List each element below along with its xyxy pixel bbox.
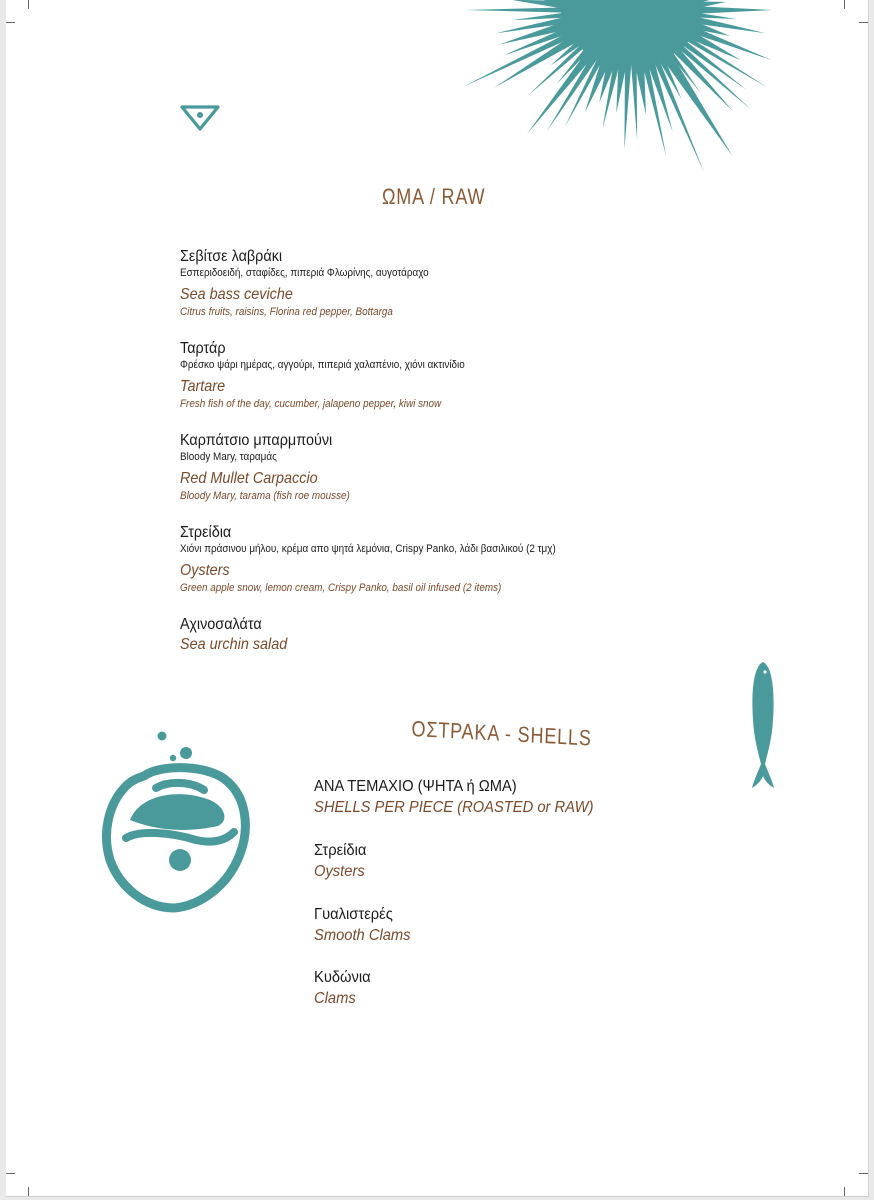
shell-greek-name: ΑΝΑ ΤΕΜΑΧΙΟ (ΨΗΤΑ ή ΩΜΑ) (314, 778, 517, 795)
item-greek-name: Στρείδια (180, 524, 232, 541)
shell-english-name: Oysters (314, 863, 365, 880)
item-english-description: Citrus fruits, raisins, Florina red pepper, Bottarga (180, 306, 393, 318)
menu-page (6, 0, 869, 1197)
item-english-name: Tartare (180, 378, 226, 395)
menu-item (180, 615, 740, 655)
shell-greek-name: Κυδώνια (314, 969, 371, 986)
crop-mark (859, 22, 868, 23)
shell-greek-name: Στρείδια (314, 842, 367, 859)
item-english-description: Green apple snow, lemon cream, Crispy Panko, basil oil infused (2 items) (180, 582, 502, 594)
item-greek-description: Bloody Mary, ταραμάς (180, 451, 277, 463)
crop-mark (6, 22, 15, 23)
item-english-description: Fresh fish of the day, cucumber, jalapeno pepper, kiwi snow (180, 398, 442, 410)
shell-item (314, 905, 419, 947)
shell-english-name: SHELLS PER PIECE (ROASTED or RAW) (314, 799, 594, 816)
item-greek-name: Σεβίτσε λαβράκι (180, 248, 283, 265)
oyster-shell-icon (100, 728, 260, 918)
crop-mark (844, 1187, 845, 1196)
item-greek-name: Αχινοσαλάτα (180, 616, 262, 633)
item-greek-description: Φρέσκο ψάρι ημέρας, αγγούρι, πιπεριά χαλαπένιο, χιόνι ακτινίδιο (180, 359, 465, 371)
section-title-shells: ΟΣΤΡΑΚΑ - SHELLS (411, 716, 593, 751)
item-english-description: Bloody Mary, tarama (fish roe mousse) (180, 490, 350, 502)
item-greek-description: Εσπεριδοειδή, σταφίδες, πιπεριά Φλωρίνης, αυγοτάραχο (180, 267, 429, 279)
sardine-icon (748, 660, 778, 790)
menu-item (180, 523, 740, 596)
item-english-name: Oysters (180, 562, 230, 579)
item-greek-name: Ταρτάρ (180, 340, 226, 357)
menu-item (180, 339, 740, 412)
shell-item (314, 968, 376, 1010)
item-greek-name: Καρπάτσιο μπαρμπούνι (180, 432, 333, 449)
crop-mark (28, 1187, 29, 1196)
shell-greek-name: Γυαλιστερές (314, 906, 393, 923)
shell-english-name: Smooth Clams (314, 927, 411, 944)
section-title-raw: ΩΜΑ / RAW (382, 184, 486, 209)
item-english-name: Sea urchin salad (180, 636, 288, 653)
item-greek-description: Χιόνι πράσινου μήλου, κρέμα απο ψητά λεμόνια, Crispy Panko, λάδι βασιλικού (2 τμχ) (180, 543, 556, 555)
crop-mark (844, 0, 845, 9)
sea-urchin-icon (426, 0, 826, 230)
item-english-name: Red Mullet Carpaccio (180, 470, 318, 487)
crop-mark (6, 1173, 15, 1174)
menu-item (180, 431, 740, 504)
triangle-eye-icon (180, 104, 220, 132)
item-english-name: Sea bass ceviche (180, 286, 293, 303)
shell-english-name: Clams (314, 990, 356, 1007)
menu-item (180, 247, 740, 320)
shell-item (314, 777, 618, 819)
crop-mark (859, 1173, 868, 1174)
crop-mark (28, 0, 29, 9)
shell-item (314, 841, 371, 883)
